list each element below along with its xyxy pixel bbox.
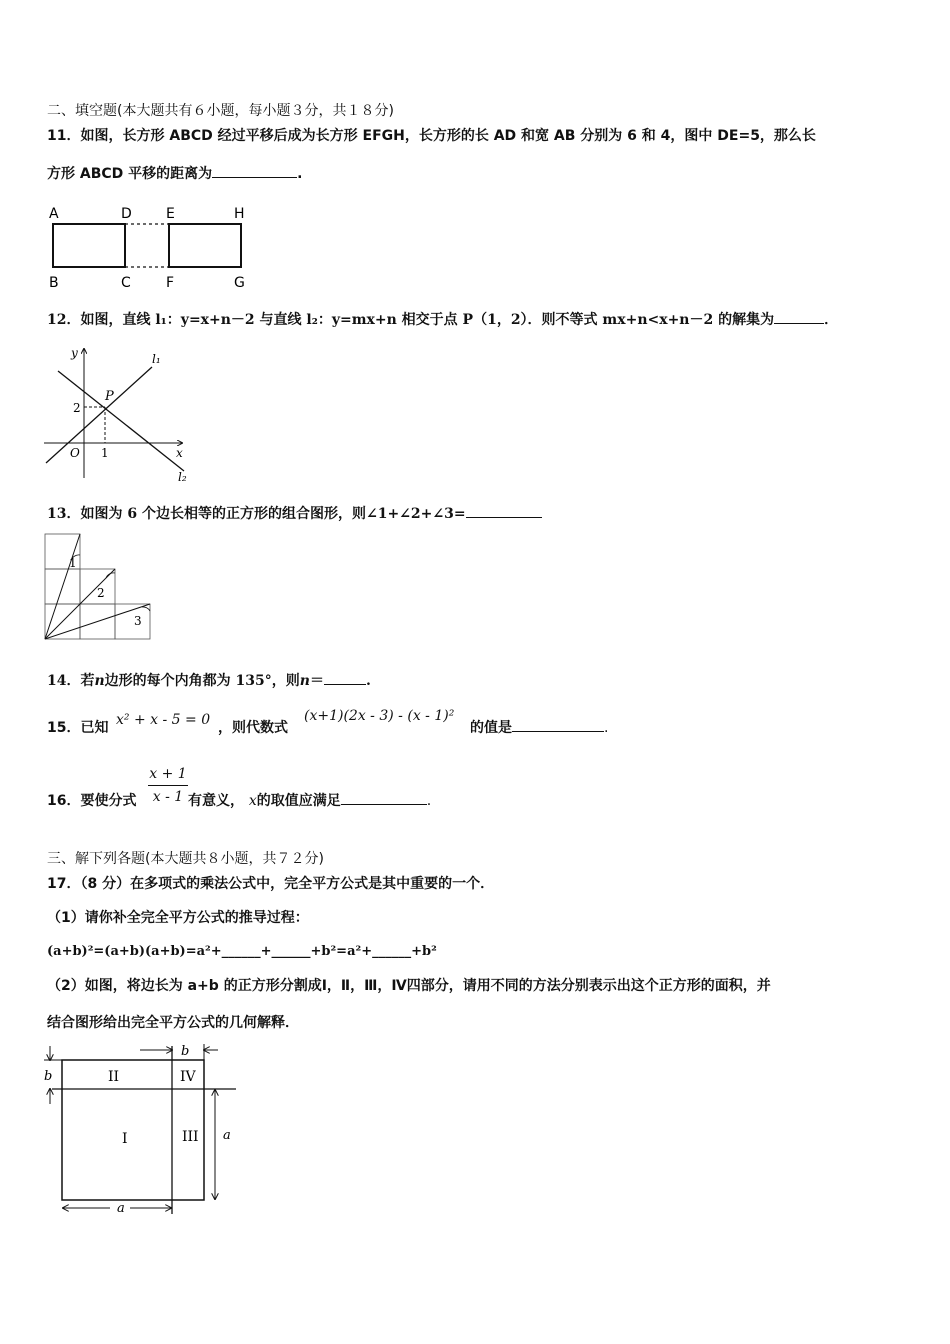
label-G: G [234, 275, 245, 291]
q14-middle: 边形的每个内角都为 135°，则 [104, 673, 300, 689]
q16-numerator: x + 1 [149, 766, 187, 782]
q14-answer-blank[interactable] [324, 672, 366, 685]
label-C: C [121, 275, 131, 291]
q15-suffix: 的值是 [470, 720, 512, 736]
rect-efgh [169, 224, 241, 267]
section-2-header: 二、填空题(本大题共有６小题，每小题３分，共１８分) [47, 103, 394, 119]
q11-line1: 11．如图，长方形 ABCD 经过平移后成为长方形 EFGH，长方形的长 AD 和宽 AB 分别为 6 和 4，图中 DE=5，那么长 [47, 128, 816, 144]
q11-answer-blank[interactable] [212, 165, 297, 178]
q11-end: . [297, 166, 303, 182]
label-E: E [166, 206, 175, 222]
q13-text: 13．如图为 6 个边长相等的正方形的组合图形，则∠1+∠2+∠3= [47, 506, 466, 522]
left-b-label: b [44, 1069, 53, 1084]
q14-var-n: n [94, 673, 105, 689]
q16-rest [188, 792, 431, 810]
label-H: H [234, 206, 245, 222]
q17-part2-line2: 结合图形给出完全平方公式的几何解释． [47, 1015, 299, 1031]
region-III-label: III [182, 1129, 199, 1145]
q15-answer-blank[interactable] [512, 719, 604, 732]
q11-line2-text: 方形 ABCD 平移的距离为 [47, 166, 213, 182]
q16-suffix: 的取值应满足 [256, 793, 341, 809]
line-l1-label: l₁ [152, 352, 161, 366]
label-B: B [49, 275, 59, 291]
region-II-label: II [108, 1069, 120, 1085]
label-A: A [49, 206, 59, 222]
q14-prefix: 14．若 [47, 673, 95, 689]
axis-label-x: x [176, 446, 183, 460]
q15-middle: ，则代数式 [218, 720, 288, 736]
angle-label-2: 2 [97, 586, 105, 600]
angle-label-3: 3 [134, 614, 142, 628]
q16-denominator: x - 1 [152, 789, 184, 805]
q17-part1: （1）请你补全完全平方公式的推导过程： [47, 910, 309, 926]
region-IV-label: IV [180, 1069, 196, 1085]
line-l2-label: l₂ [178, 470, 187, 484]
q15-expression: (x+1)(2x - 3) - (x - 1)² [304, 708, 455, 724]
tick-label-2: 2 [73, 401, 81, 415]
q13-answer-blank[interactable] [466, 505, 542, 518]
q15-prefix: 15．已知 [47, 720, 109, 736]
line-l1 [46, 367, 152, 463]
side-a-label: a [223, 1128, 231, 1143]
top-b-label: b [181, 1044, 190, 1059]
rect-abcd [53, 224, 125, 267]
angle-label-1: 1 [69, 556, 77, 570]
q16-fraction-bar [148, 785, 188, 786]
q15-suffix-line [470, 719, 608, 737]
point-p-label: P [105, 389, 114, 404]
q12-text: 12．如图，直线 l₁：y=x+n－2 与直线 l₂：y=mx+n 相交于点 P（1，2）．则不等式 mx+n<x+n－2 的解集为 [47, 312, 775, 328]
q12-end: ． [824, 312, 839, 328]
q12-answer-blank[interactable] [774, 311, 824, 324]
q16-middle: 有意义， [188, 793, 244, 809]
q14-var-n2: n [299, 673, 310, 689]
q13-line [47, 505, 542, 523]
axis-label-y: y [71, 346, 78, 360]
q16-end: . [426, 793, 432, 809]
q11-figure [44, 200, 264, 290]
q17-title: 17．（8 分）在多项式的乘法公式中，完全平方公式是其中重要的一个． [47, 876, 495, 892]
q16-fraction [148, 765, 188, 806]
q13-figure [44, 533, 159, 648]
q17-formula: (a+b)²=(a+b)(a+b)=a²+______+______+b²=a²+______+b² [47, 944, 437, 959]
region-I-label: I [122, 1131, 128, 1147]
origin-label: O [70, 446, 80, 460]
q12-graph [42, 343, 192, 483]
q16-prefix: 16．要使分式 [47, 793, 137, 809]
tick-label-1: 1 [101, 446, 109, 460]
q11-line2 [47, 165, 302, 183]
q14-eq: ＝ [309, 673, 324, 689]
q15-equation: x² + x - 5 = 0 [116, 712, 211, 728]
label-F: F [166, 275, 175, 291]
bottom-a-label: a [117, 1201, 125, 1216]
q14-end: . [365, 673, 371, 689]
q17-part2-line1: （2）如图，将边长为 a+b 的正方形分割成Ⅰ，Ⅱ，Ⅲ，Ⅳ四部分，请用不同的方法分别表示出这个正方形的面积，并 [47, 978, 771, 994]
q12-line [47, 311, 838, 329]
label-D: D [121, 206, 132, 222]
q16-var-x: x [248, 793, 257, 809]
q15-end: . [604, 720, 609, 736]
q17-square-figure [40, 1040, 250, 1215]
q14-line [47, 672, 371, 690]
section-3-header: 三、解下列各题(本大题共８小题，共７２分) [47, 851, 324, 867]
q16-answer-blank[interactable] [341, 792, 427, 805]
